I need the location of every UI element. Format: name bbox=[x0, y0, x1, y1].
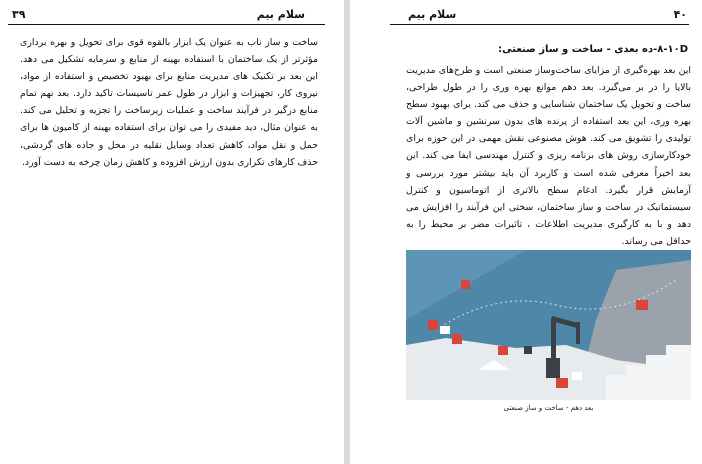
page-header bbox=[8, 8, 325, 25]
right-page bbox=[350, 0, 702, 464]
header-title: سلام بیم bbox=[408, 8, 457, 21]
body-paragraph: ساخت و ساز ناب به عنوان یک ابزار بالقوه قوی برای تحویل و بهره برداری مؤثرتر از یک ساختمان با استفاده بهینه از منابع و سرمایه تشکیل می دهد. این بعد بر تکنیک های مدیریت منابع برای بهبود تخصیص و استفاده از مواد، نیروی کار، تجهیزات و ابزار در طول عمر تاسیسات تاکید دارد. بعد نهم تمام منابع درگیر در فرآیند ساخت و عملیات زیرساخت را تجزیه و تحلیل می کند. به عنوان مثال، دید مفیدی را می توان برای استفاده بهینه از کامیون ها برای حمل و نقل مواد، کاهش تعداد وسایل نقلیه در محل و جاده های گردشی، حذف کارهای تکراری بدون ارزش افزوده و کاهش زمان چرخه به دست آورد. bbox=[20, 37, 318, 168]
page-number: ۴۰ bbox=[673, 8, 687, 21]
page-number: ۳۹ bbox=[12, 8, 26, 21]
figure-caption: بعد دهم - ساخت و ساز صنعتی bbox=[503, 404, 594, 412]
section-title: ۸-۱۰D-ده بعدی - ساخت و ساز صنعتی: bbox=[498, 44, 688, 55]
industrial-construction-illustration bbox=[406, 250, 691, 400]
header-title: سلام بیم bbox=[256, 8, 305, 21]
body-paragraph: این بعد بهره‌گیری از مزایای ساخت‌وساز صنعتی است و طرح‌های مدیریت بالایا را در بر می‌گیرد. بعد دهم موانع بهره وری را در طول طراحی، ساخت و تحویل یک ساختمان شناسایی و حذف می کند. برای بهبود سطح بهره وری، این بعد استفاده از پرنده های بدون سرنشین و ماشین آلات تولیدی را تشویق می کند. هوش مصنوعی نقش مهمی در این حوزه برای خودکارسازی روش های برنامه ریزی و کنترل مهندسی ایفا می کند. این بعد اخیراً معرفی شده است و کاربرد آن باید بیشتر مورد بررسی و آزمایش قرار بگیرد. ادغام سطح بالاتری از اتوماسیون و کنترل سیستماتیک در ساخت و ساز ساختمان، سختی این فرآیند را افزایش می دهد و با به کارگیری مدیریت اطلاعات ، تاثیرات مضر بر محیط را به حداقل می رساند. bbox=[406, 65, 691, 247]
page-header bbox=[390, 8, 689, 25]
left-page bbox=[0, 0, 344, 464]
